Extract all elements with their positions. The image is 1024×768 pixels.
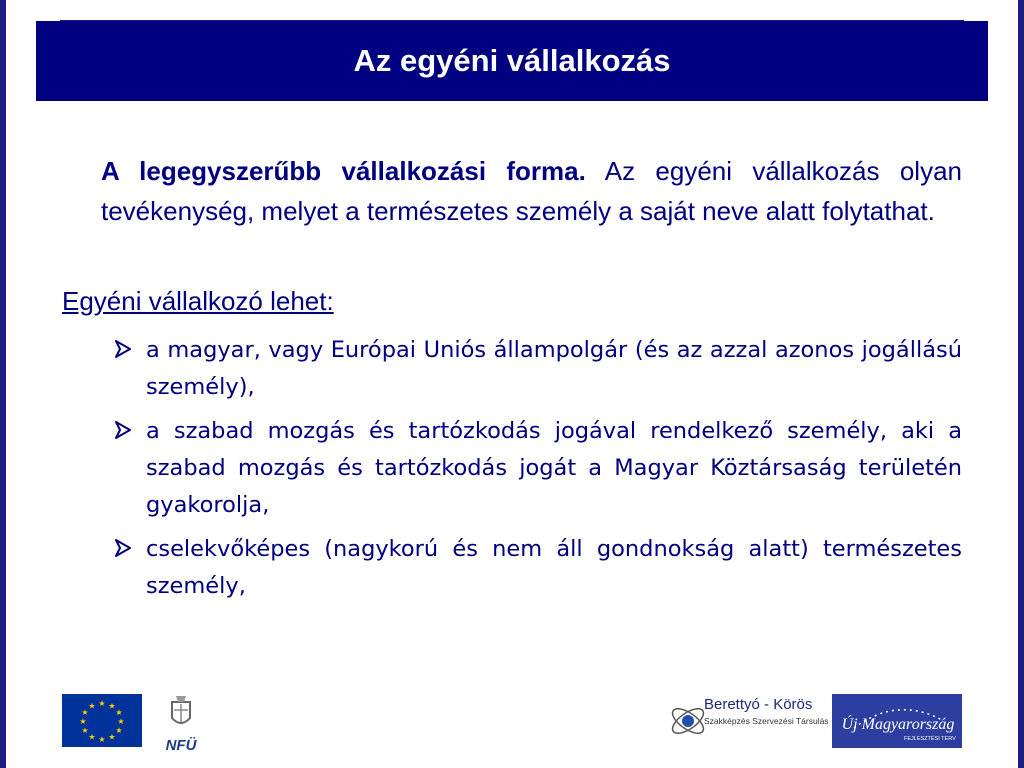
bullet-list [110, 332, 962, 612]
arrow-bullet-icon [110, 533, 140, 563]
list-item [110, 332, 962, 406]
crest-icon [160, 692, 202, 732]
list-item-text: a magyar, vagy Európai Uniós állampolgár (és az azzal azonos jogállású személy), [146, 337, 962, 400]
orbit-icon [668, 694, 708, 748]
eu-flag-logo [62, 694, 142, 747]
list-item [110, 531, 962, 605]
svg-text:★: ★ [115, 708, 123, 717]
svg-text:★: ★ [108, 701, 116, 711]
list-item-text: a szabad mozgás és tartózkodás jogával rendelkező személy, aki a szabad mozgás és tartózkodás jogát a Magyar Köztársaság területén gyakorolja, [146, 418, 962, 518]
berettyo-title: Berettyó - Körös [704, 696, 813, 713]
berettyo-koros-logo [668, 694, 829, 748]
nfu-label: NFÜ [165, 737, 197, 754]
svg-text:★: ★ [88, 701, 96, 711]
intro-paragraph [101, 151, 962, 231]
title-banner [36, 21, 988, 101]
left-border-bar [0, 0, 6, 768]
intro-text: Az egyéni vállalkozás olyan tevékenység, melyet a természetes személy a saját neve alatt folytathat. [101, 156, 962, 226]
svg-text:★: ★ [115, 726, 123, 735]
arrow-bullet-icon [110, 415, 140, 445]
list-item-text: cselekvőképes (nagykorú és nem áll gondnokság alatt) természetes személy, [146, 536, 962, 599]
uj-mo-title: Új Magyarország [841, 716, 955, 733]
svg-text:★: ★ [81, 708, 89, 717]
slide-title: Az egyéni vállalkozás [353, 43, 671, 78]
svg-text:★: ★ [88, 732, 96, 742]
berettyo-subtitle: Szakképzés Szervezési Társulás [704, 716, 829, 726]
list-item [110, 413, 962, 524]
svg-text:★: ★ [108, 732, 116, 742]
list-heading: Egyéni vállalkozó lehet: [62, 286, 334, 316]
svg-text:★: ★ [98, 735, 106, 744]
arrow-bullet-icon [110, 334, 140, 364]
svg-text:★: ★ [81, 726, 89, 735]
svg-text:★: ★ [79, 717, 87, 726]
intro-bold: A legegyszerűbb vállalkozási forma. [101, 156, 586, 186]
uj-mo-subtitle: FEJLESZTÉSI TERV [904, 736, 956, 742]
svg-text:★: ★ [117, 717, 125, 726]
right-border-bar [1018, 0, 1024, 768]
nfu-logo [160, 692, 202, 752]
svg-text:★: ★ [98, 699, 106, 708]
uj-magyarorszag-logo [832, 694, 962, 748]
